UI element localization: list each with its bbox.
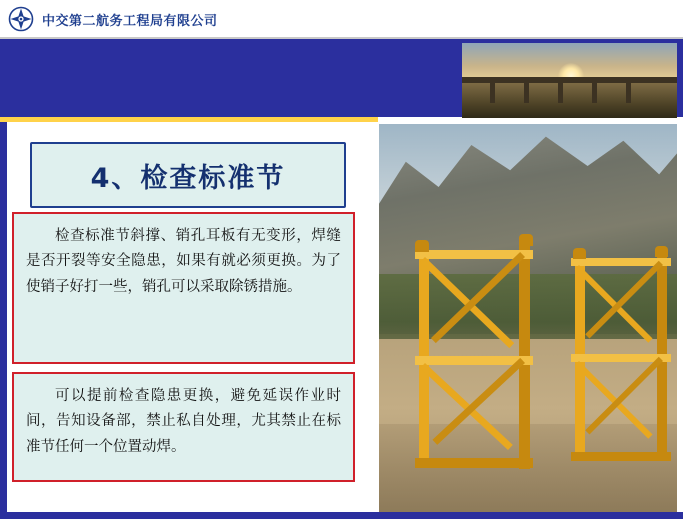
content-callout-box-2 — [12, 372, 355, 482]
content-paragraph-2: 可以提前检查隐患更换，避免延误作业时间，告知设备部，禁止私自处理，尤其禁止在标准节任何一个位置动焊。 — [26, 388, 341, 455]
content-callout-box-1 — [12, 212, 355, 364]
bridge-photo-pier — [626, 83, 631, 103]
content-paragraph-1: 检查标准节斜撑、销孔耳板有无变形，焊缝是否开裂等安全隐患，如果有就必须更换。为了使销子好打一些，销孔可以采取除锈措施。 — [26, 228, 341, 295]
tower-crane-mast-sections-photo — [379, 124, 677, 512]
bridge-photo-pier — [592, 83, 597, 103]
mast-lifting-lug — [415, 240, 429, 252]
bridge-at-sunset-photo — [462, 43, 677, 118]
mast-chord-bottom — [415, 458, 533, 468]
mast-lifting-lug — [655, 246, 668, 257]
mast-lifting-lug — [573, 248, 586, 259]
bridge-photo-pier — [490, 83, 495, 103]
bottom-blue-edge — [0, 512, 683, 519]
mast-lifting-lug — [519, 234, 533, 246]
left-blue-edge — [0, 122, 7, 519]
bridge-photo-pier — [524, 83, 529, 103]
slide-title-box — [30, 142, 346, 208]
bridge-photo-pier — [558, 83, 563, 103]
yellow-accent-rule — [0, 117, 378, 122]
company-logo-icon — [8, 6, 34, 32]
page-title: 4、检查标准节 — [90, 162, 286, 194]
slide-header — [0, 0, 683, 38]
mast-chord-bottom — [571, 452, 671, 461]
company-name-label: 中交第二航务工程局有限公司 — [42, 13, 218, 29]
